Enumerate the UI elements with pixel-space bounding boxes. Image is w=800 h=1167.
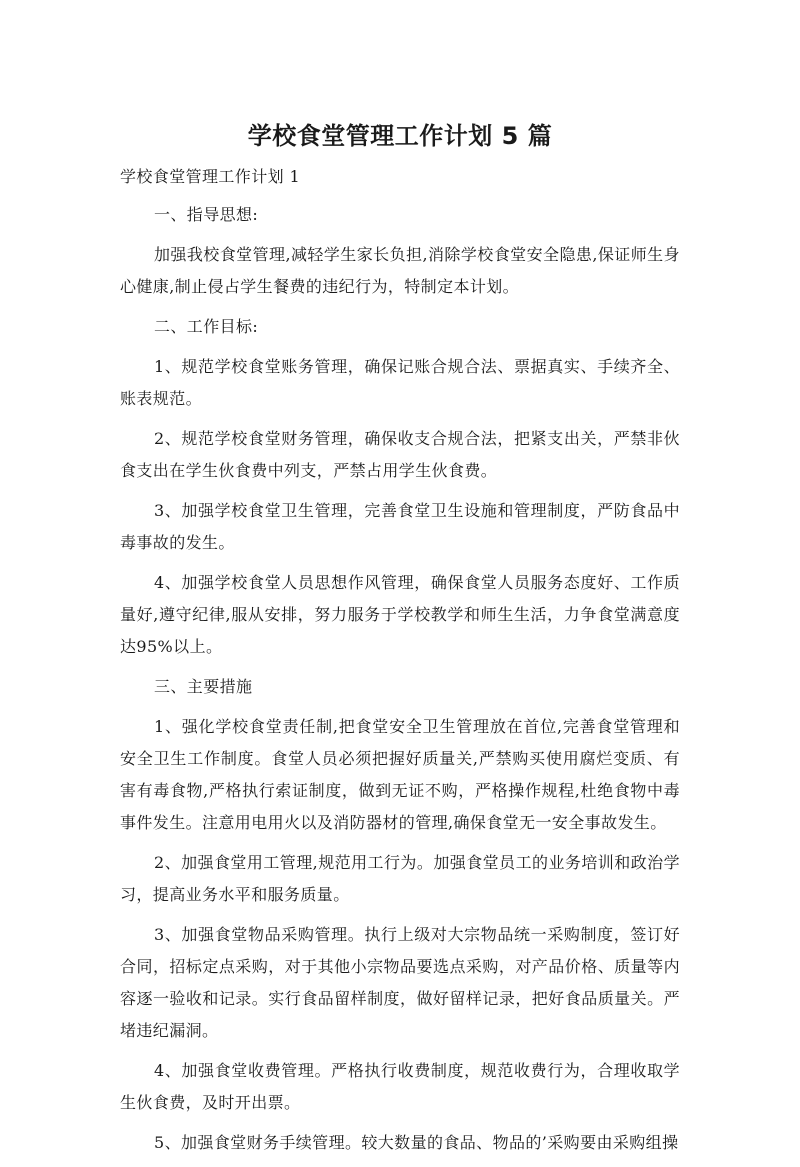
document-title: 学校食堂管理工作计划 5 篇 xyxy=(247,122,553,150)
paragraph: 2、规范学校食堂财务管理，确保收支合规合法，把紧支出关，严禁非伙食支出在学生伙食费中列支，严禁占用学生伙食费。 xyxy=(120,429,680,480)
paragraph: 二、工作目标: xyxy=(154,317,259,336)
paragraph: 4、加强食堂收费管理。严格执行收费制度，规范收费行为，合理收取学生伙食费，及时开出票。 xyxy=(120,1061,680,1112)
section-heading: 学校食堂管理工作计划 1 xyxy=(120,167,301,186)
paragraph: 三、主要措施 xyxy=(154,677,253,696)
paragraph: 5、加强食堂财务手续管理。较大数量的食品、物品的’采购要由采购组操 xyxy=(154,1133,679,1152)
paragraph: 2、加强食堂用工管理,规范用工行为。加强食堂员工的业务培训和政治学习，提高业务水平和服务质量。 xyxy=(120,853,680,904)
paragraph: 1、规范学校食堂账务管理，确保记账合规合法、票据真实、手续齐全、账表规范。 xyxy=(120,357,680,408)
paragraph: 1、强化学校食堂责任制,把食堂安全卫生管理放在首位,完善食堂管理和安全卫生工作制度。食堂人员必须把握好质量关,严禁购买使用腐烂变质、有害有毒食物,严格执行索证制度，做到无证不购，严格操作规程,杜绝食物中毒事件发生。注意用电用火以及消防器材的管理,确保食堂无一安全事故发生。 xyxy=(120,717,680,832)
paragraph: 加强我校食堂管理,减轻学生家长负担,消除学校食堂安全隐患,保证师生身心健康,制止侵占学生餐费的违纪行为，特制定本计划。 xyxy=(120,245,680,296)
paragraph: 3、加强学校食堂卫生管理，完善食堂卫生设施和管理制度，严防食品中毒事故的发生。 xyxy=(120,501,680,552)
paragraph: 4、加强学校食堂人员思想作风管理，确保食堂人员服务态度好、工作质量好,遵守纪律,服从安排，努力服务于学校教学和师生生活，力争食堂满意度达95%以上。 xyxy=(120,573,680,656)
document-body xyxy=(120,161,680,1167)
paragraph: 一、指导思想: xyxy=(154,205,259,224)
paragraph: 3、加强食堂物品采购管理。执行上级对大宗物品统一采购制度，签订好合同，招标定点采购，对于其他小宗物品要选点采购，对产品价格、质量等内容逐一验收和记录。实行食品留样制度，做好留样记录，把好食品质量关。严堵违纪漏洞。 xyxy=(120,925,680,1040)
